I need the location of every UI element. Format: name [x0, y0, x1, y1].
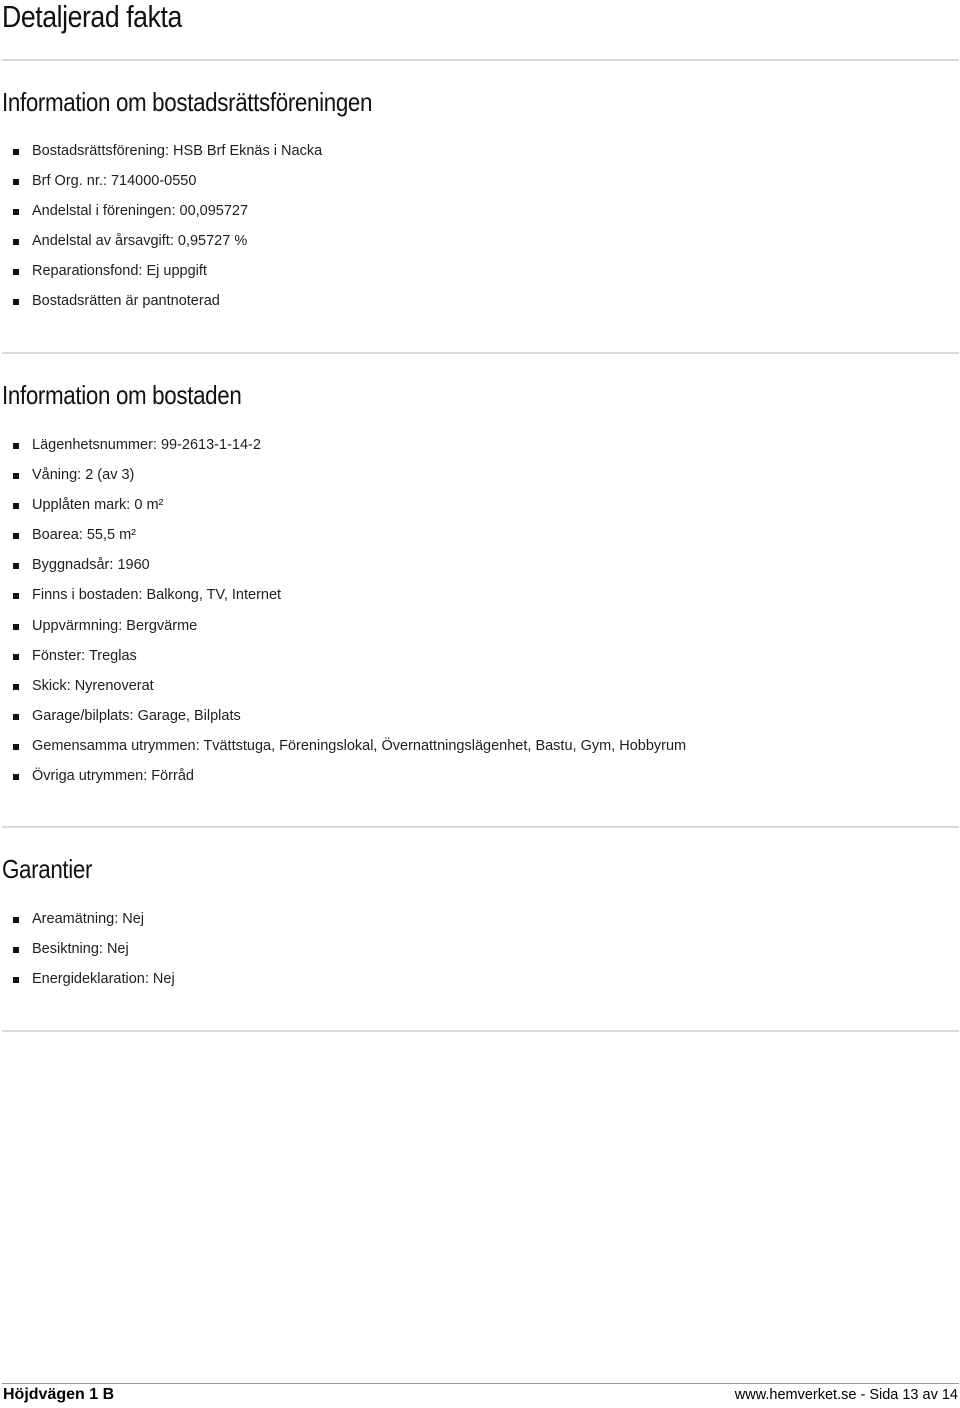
- footer-page-info: www.hemverket.se - Sida 13 av 14: [734, 1387, 958, 1403]
- list-item: [0, 460, 686, 490]
- list-item: [0, 580, 686, 610]
- fact-text: Andelstal av årsavgift: 0,95727 %: [32, 233, 248, 250]
- square-bullet-icon: [13, 269, 19, 275]
- residence-fact-list: [0, 430, 686, 791]
- section-heading-association: Information om bostadsrättsföreningen: [2, 87, 373, 117]
- square-bullet-icon: [13, 593, 19, 599]
- fact-text: Boarea: 55,5 m²: [32, 527, 136, 544]
- list-item: [0, 731, 686, 761]
- square-bullet-icon: [13, 654, 19, 660]
- square-bullet-icon: [13, 563, 19, 569]
- page-title: Detaljerad fakta: [2, 0, 182, 34]
- list-item: [0, 136, 322, 166]
- section-divider: [2, 59, 959, 61]
- fact-text: Andelstal i föreningen: 00,095727: [32, 203, 249, 220]
- square-bullet-icon: [13, 299, 19, 305]
- square-bullet-icon: [13, 149, 19, 155]
- section-divider: [2, 1030, 959, 1032]
- fact-text: Upplåten mark: 0 m²: [32, 497, 164, 514]
- fact-text: Energideklaration: Nej: [32, 971, 175, 988]
- list-item: [0, 904, 175, 934]
- list-item: [0, 934, 175, 964]
- list-item: [0, 520, 686, 550]
- section-heading-residence: Information om bostaden: [2, 380, 242, 410]
- square-bullet-icon: [13, 473, 19, 479]
- fact-text: Garage/bilplats: Garage, Bilplats: [32, 707, 241, 724]
- square-bullet-icon: [13, 977, 19, 983]
- square-bullet-icon: [13, 503, 19, 509]
- list-item: [0, 490, 686, 520]
- square-bullet-icon: [13, 624, 19, 630]
- fact-text: Bostadsrättsförening: HSB Brf Eknäs i Nacka: [32, 143, 323, 159]
- square-bullet-icon: [13, 209, 19, 215]
- fact-text: Brf Org. nr.: 714000-0550: [32, 173, 197, 190]
- list-item: [0, 641, 686, 671]
- list-item: [0, 196, 322, 226]
- section-divider: [2, 826, 959, 828]
- fact-text: Finns i bostaden: Balkong, TV, Internet: [32, 587, 282, 604]
- fact-text: Byggnadsår: 1960: [32, 557, 150, 574]
- fact-text: Bostadsrätten är pantnoterad: [32, 293, 220, 310]
- list-item: [0, 226, 322, 256]
- section-divider: [2, 352, 959, 354]
- fact-text: Fönster: Treglas: [32, 647, 137, 664]
- list-item: [0, 671, 686, 701]
- square-bullet-icon: [13, 744, 19, 750]
- fact-text: Våning: 2 (av 3): [32, 467, 135, 484]
- footer-divider: [2, 1383, 959, 1384]
- list-item: [0, 430, 686, 460]
- square-bullet-icon: [13, 684, 19, 690]
- square-bullet-icon: [13, 917, 19, 923]
- list-item: [0, 166, 322, 196]
- square-bullet-icon: [13, 239, 19, 245]
- fact-text: Areamätning: Nej: [32, 911, 145, 927]
- fact-text: Övriga utrymmen: Förråd: [32, 768, 194, 785]
- guarantees-fact-list: [0, 904, 175, 994]
- square-bullet-icon: [13, 533, 19, 539]
- fact-text: Gemensamma utrymmen: Tvättstuga, Föreningslokal, Övernattningslägenhet, Bastu, Gym, Hobbyrum: [32, 737, 687, 754]
- fact-text: Lägenhetsnummer: 99-2613-1-14-2: [32, 437, 261, 453]
- list-item: [0, 256, 322, 286]
- list-item: [0, 550, 686, 580]
- section-heading-guarantees: Garantier: [2, 854, 93, 884]
- association-fact-list: [0, 136, 322, 317]
- square-bullet-icon: [13, 179, 19, 185]
- list-item: [0, 701, 686, 731]
- square-bullet-icon: [13, 714, 19, 720]
- fact-text: Uppvärmning: Bergvärme: [32, 617, 198, 634]
- list-item: [0, 611, 686, 641]
- fact-text: Skick: Nyrenoverat: [32, 677, 154, 694]
- square-bullet-icon: [13, 443, 19, 449]
- fact-text: Besiktning: Nej: [32, 941, 129, 958]
- list-item: [0, 761, 686, 791]
- square-bullet-icon: [13, 947, 19, 953]
- square-bullet-icon: [13, 774, 19, 780]
- footer-address: Höjdvägen 1 B: [3, 1386, 115, 1403]
- list-item: [0, 286, 322, 316]
- list-item: [0, 964, 175, 994]
- fact-text: Reparationsfond: Ej uppgift: [32, 263, 207, 280]
